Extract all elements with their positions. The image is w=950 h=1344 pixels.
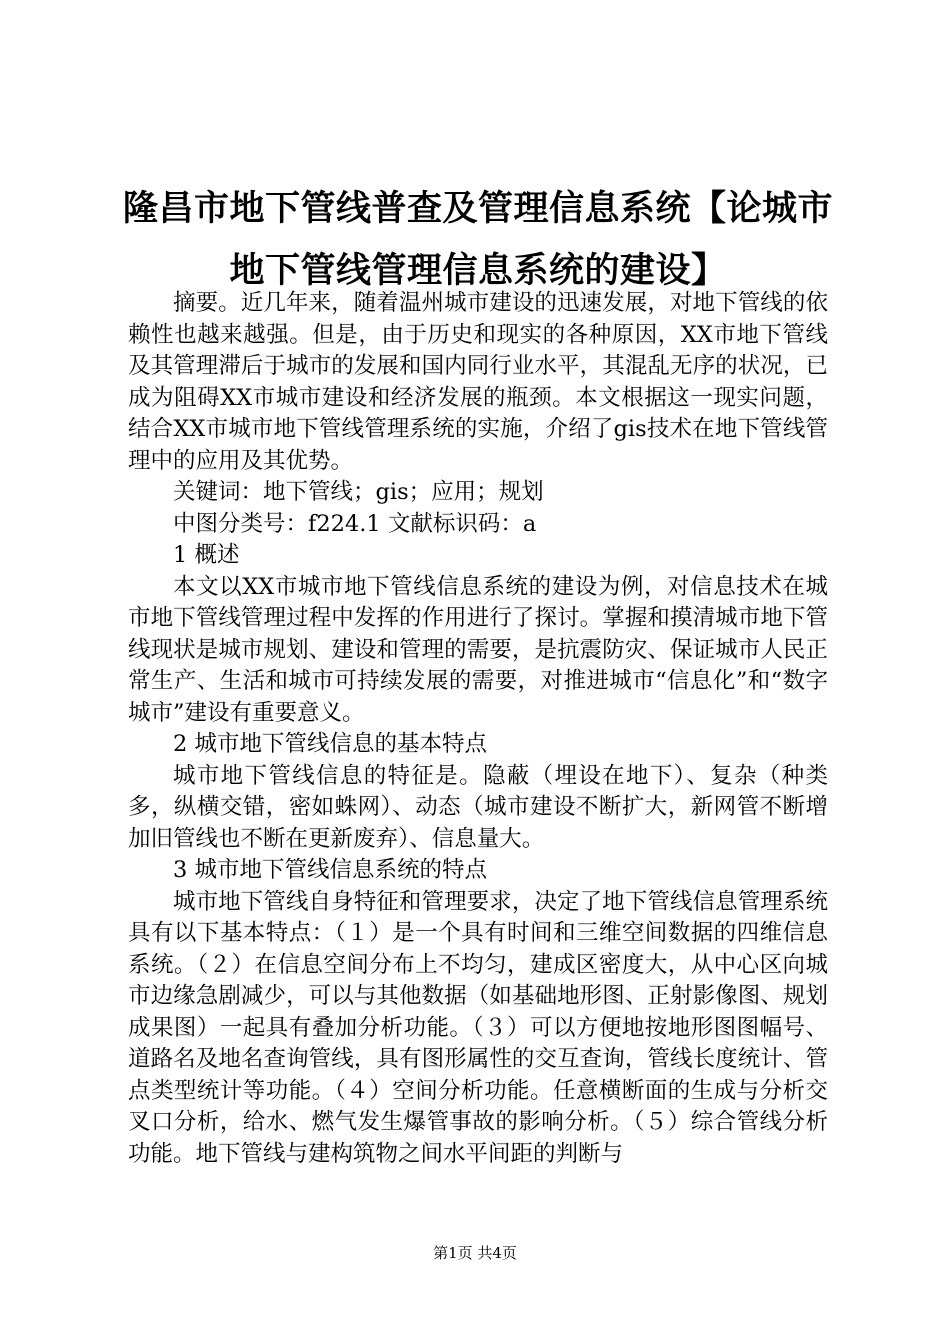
section-1-paragraph: 本文以XX市城市地下管线信息系统的建设为例，对信息技术在城市地下管线管理过程中发挥的作用进行了探讨。掌握和摸清城市地下管线现状是城市规划、建设和管理的需要，是抗震防灾、保证城市人民正常生产、生活和城市可持续发展的需要，对推进城市“信息化”和“数字城市”建设有重要意义。 [128, 573, 828, 726]
classification-line: 中图分类号：f224.1 文献标识码：a [173, 510, 537, 537]
abstract-paragraph: 摘要。近几年来，随着温州城市建设的迅速发展，对地下管线的依赖性也越来越强。但是，由于历史和现实的各种原因，XX市地下管线及其管理滞后于城市的发展和国内同行业水平，其混乱无序的状况，已成为阻碍XX市城市建设和经济发展的瓶颈。本文根据这一现实问题，结合XX市城市地下管线管理系统的实施，介绍了gis技术在地下管线管理中的应用及其优势。 [128, 290, 828, 474]
section-heading-3: 3 城市地下管线信息系统的特点 [173, 857, 487, 883]
keywords-line: 关键词：地下管线；gis；应用；规划 [173, 479, 544, 505]
section-3-paragraph: 城市地下管线自身特征和管理要求，决定了地下管线信息管理系统具有以下基本特点：（１）是一个具有时间和三维空间数据的四维信息系统。（２）在信息空间分布上不均匀，建成区密度大，从中心区向城市边缘急剧减少，可以与其他数据（如基础地形图、正射影像图、规划成果图）一起具有叠加分析功能。（３）可以方便地按地形图图幅号、道路名及地名查询管线，具有图形属性的交互查询，管线长度统计、管点类型统计等功能。（４）空间分析功能。任意横断面的生成与分析交叉口分析，给水、燃气发生爆管事故的影响分析。（５）综合管线分析功能。地下管线与建构筑物之间水平间距的判断与 [128, 888, 828, 1167]
document-title: 隆昌市地下管线普查及管理信息系统【论城市地下管线管理信息系统的建设】 [122, 189, 833, 291]
document-body [128, 288, 828, 1170]
section-2-paragraph: 城市地下管线信息的特征是。隐蔽（埋设在地下）、复杂（种类多，纵横交错，密如蛛网）、动态（城市建设不断扩大，新网管不断增加旧管线也不断在更新废弃）、信息量大。 [128, 762, 828, 852]
section-heading-2: 2 城市地下管线信息的基本特点 [173, 731, 487, 757]
page-footer: 第1页 共4页 [433, 1244, 517, 1262]
section-heading-1: 1 概述 [173, 542, 240, 568]
